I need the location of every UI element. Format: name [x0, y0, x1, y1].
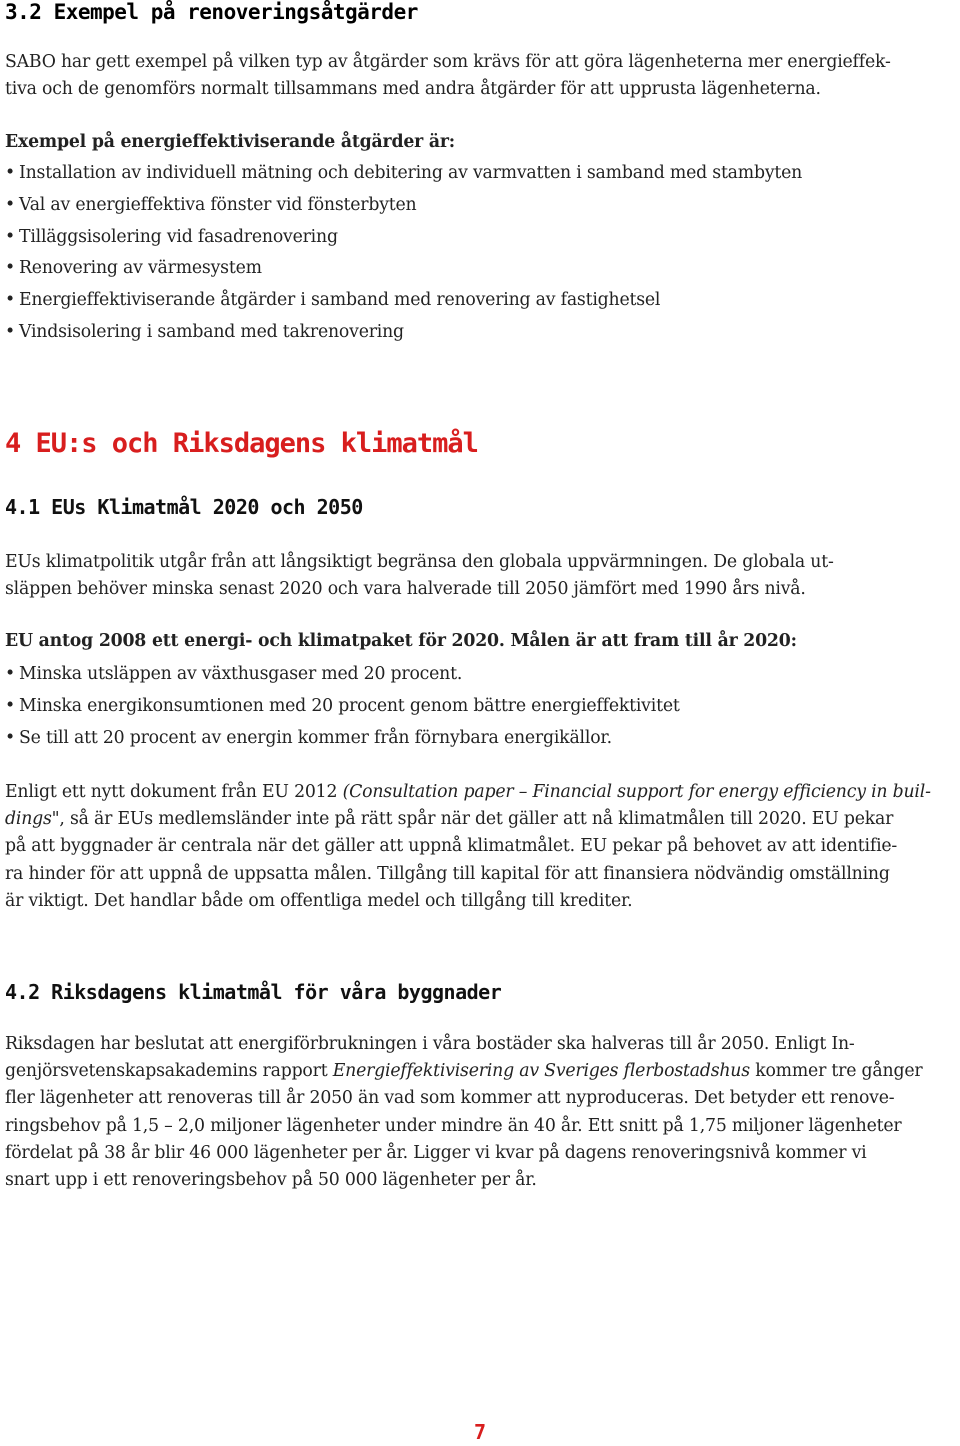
section-3-2-heading: 3.2 Exempel på renoveringsåtgärder: [5, 0, 418, 24]
bullet-icon: •: [5, 321, 15, 342]
paragraph-line: är viktigt. Det handlar både om offentliga medel och tillgång till krediter.: [5, 890, 633, 911]
paragraph-line: genjörsvetenskapsakademins rapport Energieffektivisering av Sveriges flerbostadshus kommer tre gånger: [5, 1061, 923, 1082]
bullet-icon: •: [5, 290, 15, 311]
list-item: • Minska energikonsumtionen med 20 procent genom bättre energieffektivitet: [5, 691, 680, 723]
bullet-icon: •: [5, 727, 15, 748]
list-item: • Renovering av värmesystem: [5, 253, 802, 285]
paragraph-line: Enligt ett nytt dokument från EU 2012 (Consultation paper – Financial support for energy efficiency in buil-: [5, 782, 931, 802]
section-4-1-intro-line-1: EUs klimatpolitik utgår från att långsiktigt begränsa den globala uppvärmningen. De globala ut-: [5, 552, 834, 572]
list-item: • Energieffektiviserande åtgärder i samband med renovering av fastighetsel: [5, 285, 802, 317]
paragraph-line: dings", så är EUs medlemsländer inte på rätt spår när det gäller att nå klimatmålen till 2020. EU pekar: [5, 809, 894, 830]
paragraph-line: ringsbehov på 1,5 – 2,0 miljoner lägenheter under mindre än 40 år. Ett snitt på 1,75 miljoner lägenheter: [5, 1115, 902, 1136]
section-4-2-paragraph: [5, 1031, 922, 1194]
paragraph-line: fler lägenheter att renoveras till år 2050 än vad som kommer att nyproduceras. Det betyder ett renove-: [5, 1088, 895, 1109]
section-4-1-bullet-list: [5, 659, 680, 754]
chapter-4-heading: 4 EU:s och Riksdagens klimatmål: [5, 428, 478, 459]
list-item: • Installation av individuell mätning och debitering av varmvatten i samband med stambyten: [5, 158, 802, 190]
list-item: • Val av energieffektiva fönster vid fönsterbyten: [5, 190, 802, 222]
section-3-2-intro-line-2: tiva och de genomförs normalt tillsammans med andra åtgärder för att upprusta lägenheterna.: [5, 79, 821, 99]
section-3-2-bullet-list: [5, 158, 802, 349]
section-3-2-list-lead: Exempel på energieffektiviserande åtgärder är:: [5, 132, 455, 152]
paragraph-line: fördelat på 38 år blir 46 000 lägenheter per år. Ligger vi kvar på dagens renoveringsnivå kommer vi: [5, 1142, 867, 1163]
section-4-1-heading: 4.1 EUs Klimatmål 2020 och 2050: [5, 495, 363, 519]
paragraph-line: ra hinder för att uppnå de uppsatta målen. Tillgång till kapital för att finansiera nödvändig omställning: [5, 863, 890, 884]
paragraph-line: Riksdagen har beslutat att energiförbrukningen i våra bostäder ska halveras till år 2050. Enligt In-: [5, 1034, 855, 1054]
paragraph-line: snart upp i ett renoveringsbehov på 50 000 lägenheter per år.: [5, 1170, 537, 1191]
section-3-2-intro-line-1: SABO har gett exempel på vilken typ av åtgärder som krävs för att göra lägenheterna mer energieffek-: [5, 52, 891, 72]
list-item: • Tilläggsisolering vid fasadrenovering: [5, 222, 802, 254]
bullet-icon: •: [5, 194, 15, 215]
list-item: • Minska utsläppen av växthusgaser med 20 procent.: [5, 659, 680, 691]
section-4-1-intro-line-2: släppen behöver minska senast 2020 och vara halverade till 2050 jämfört med 1990 års nivå.: [5, 579, 806, 599]
bullet-icon: •: [5, 258, 15, 279]
page-number: 7: [474, 1420, 487, 1444]
bullet-icon: •: [5, 695, 15, 716]
section-4-1-paragraph: [5, 779, 931, 915]
bullet-icon: •: [5, 664, 15, 684]
list-item: • Se till att 20 procent av energin kommer från förnybara energikällor.: [5, 723, 680, 755]
section-4-2-heading: 4.2 Riksdagens klimatmål för våra byggnader: [5, 980, 502, 1004]
section-4-1-list-lead: EU antog 2008 ett energi- och klimatpaket för 2020. Målen är att fram till år 2020:: [5, 631, 797, 651]
paragraph-line: på att byggnader är centrala när det gäller att uppnå klimatmålet. EU pekar på behovet av att identifie-: [5, 836, 898, 857]
bullet-icon: •: [5, 163, 15, 183]
bullet-icon: •: [5, 226, 15, 247]
list-item: • Vindsisolering i samband med takrenovering: [5, 317, 802, 349]
